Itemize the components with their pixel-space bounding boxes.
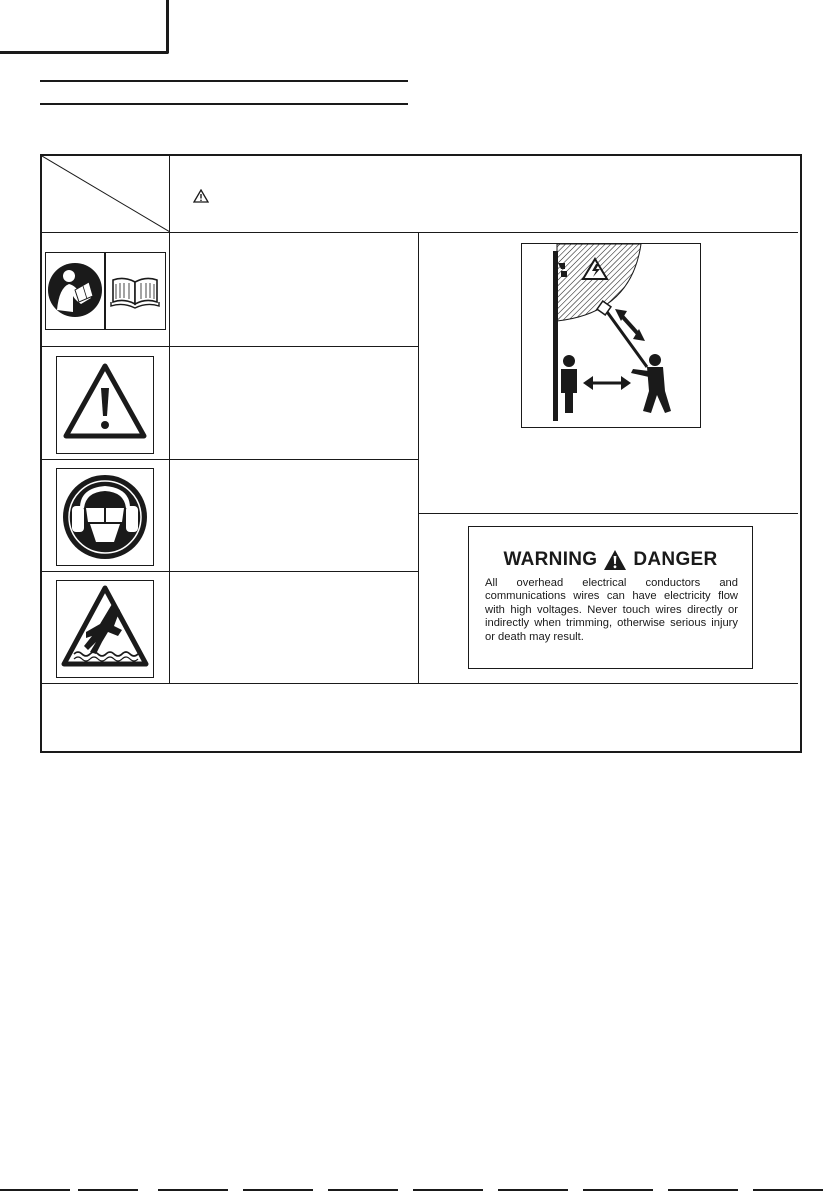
page-tab-box (0, 0, 169, 54)
open-book-icon (105, 252, 166, 330)
warning-body-text: All overhead electrical conductors and communications wires can have electricity flow with high voltages. Never touch wires directly or indirectly when trimming, otherwise serious injury or death may result. (485, 577, 738, 643)
head-protection-icon (56, 468, 154, 566)
title-rule-top (40, 80, 408, 82)
exclamation-warning-icon (56, 356, 154, 454)
warning-triangle-icon (193, 189, 209, 203)
warning-danger-label (468, 526, 753, 669)
header-row-line (42, 232, 798, 233)
right-panel-divider (418, 232, 419, 683)
page-edge-marks (0, 1186, 840, 1192)
cutting-hazard-hand-icon (56, 580, 154, 678)
right-panel-split-line (418, 513, 798, 514)
row1-line (42, 346, 418, 347)
row2-line (42, 459, 418, 460)
danger-triangle-icon (603, 549, 627, 571)
read-manual-person-icon (45, 252, 105, 330)
warning-title (469, 549, 752, 571)
footer-row-line (42, 683, 798, 684)
title-rule-bottom (40, 103, 408, 105)
danger-word: DANGER (633, 549, 718, 570)
warning-word: WARNING (503, 549, 598, 570)
icon-column-divider (169, 156, 170, 683)
header-diagonal (42, 156, 170, 232)
power-line-distance-illustration (521, 243, 701, 428)
row3-line (42, 571, 418, 572)
